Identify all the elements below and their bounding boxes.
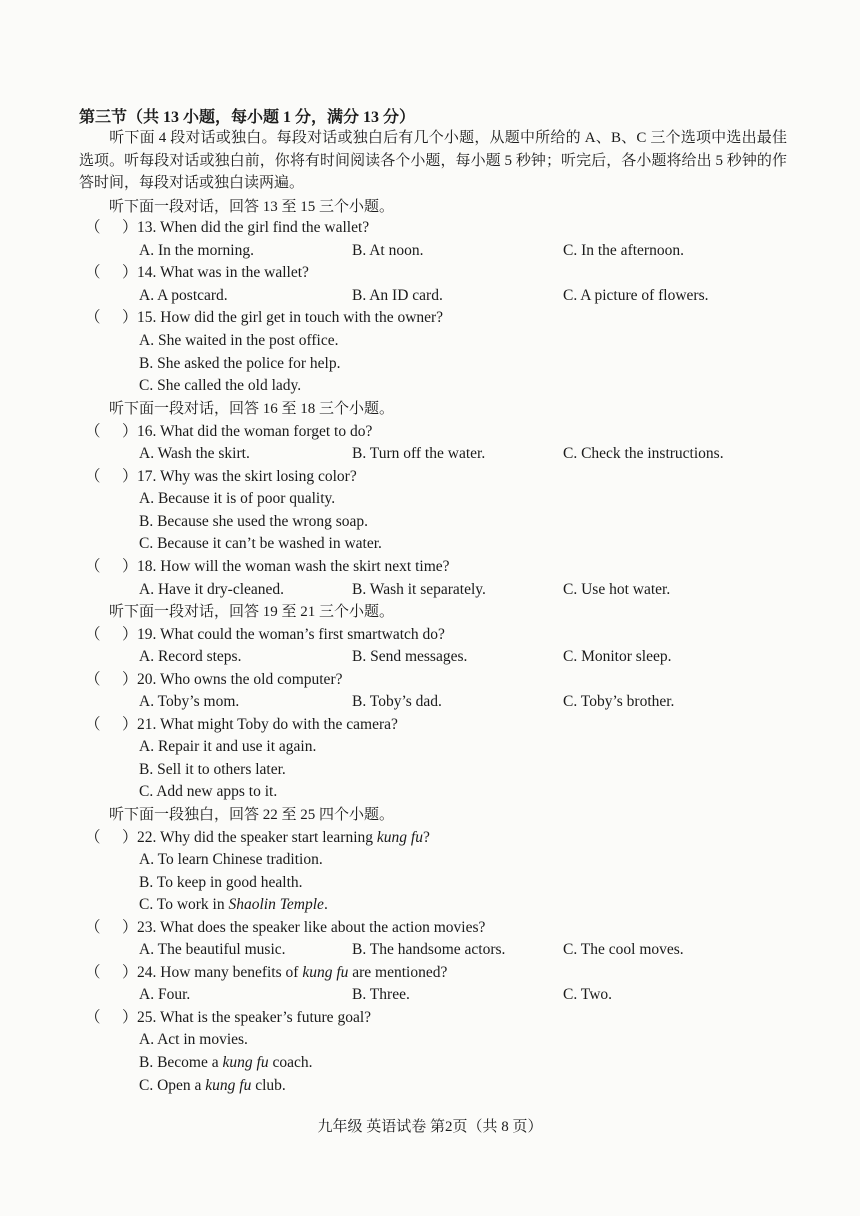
section-instructions	[79, 127, 787, 195]
options-17-c	[0, 533, 860, 555]
question-21	[0, 714, 860, 736]
answer-blank-open: （	[85, 829, 101, 846]
prompt-1	[0, 196, 860, 218]
option-c: C. The cool moves.	[563, 941, 684, 958]
answer-blank-open: （	[85, 468, 101, 485]
question-23	[0, 917, 860, 939]
option-a: A. Four.	[139, 986, 191, 1003]
question-17	[0, 466, 860, 488]
option-a: A. A postcard.	[139, 287, 228, 304]
answer-blank-close: ）	[122, 919, 138, 936]
question-text: 14. What was in the wallet?	[137, 264, 309, 281]
options-23	[0, 939, 860, 961]
answer-blank-close: ）	[122, 1009, 138, 1026]
option-b: B. She asked the police for help.	[139, 355, 341, 372]
option-a: A. Record steps.	[139, 648, 242, 665]
option-c: C. A picture of flowers.	[563, 287, 709, 304]
option-a: A. In the morning.	[139, 242, 254, 259]
answer-blank-close: ）	[122, 423, 138, 440]
options-17-b	[0, 511, 860, 533]
question-text: 13. When did the girl find the wallet?	[137, 219, 370, 236]
option-c: C. Because it can’t be washed in water.	[139, 535, 382, 552]
option-text-part: C. To work in	[139, 896, 229, 913]
option-b: B. Sell it to others later.	[139, 761, 286, 778]
option-b: B. Three.	[352, 986, 410, 1003]
answer-blank-open: （	[85, 716, 101, 733]
question-text	[137, 962, 447, 984]
option-text-part: B. Become a	[139, 1054, 223, 1071]
question-text: 18. How will the woman wash the skirt next time?	[137, 558, 450, 575]
option-c: C. Toby’s brother.	[563, 693, 675, 710]
answer-blank-open: （	[85, 919, 101, 936]
option-text-part: C. Open a	[139, 1077, 206, 1094]
option-a: A. The beautiful music.	[139, 941, 286, 958]
answer-blank-close: ）	[122, 264, 138, 281]
question-22	[0, 827, 860, 849]
answer-blank-open: （	[85, 626, 101, 643]
answer-blank-close: ）	[122, 671, 138, 688]
page-footer: 九年级 英语试卷 第2页（共 8 页）	[317, 1119, 543, 1135]
option-b: B. Send messages.	[352, 648, 468, 665]
answer-blank-open: （	[85, 1009, 101, 1026]
question-20	[0, 669, 860, 691]
options-22-c	[0, 894, 860, 916]
question-14	[0, 262, 860, 284]
option-text-italic: Shaolin Temple	[228, 896, 324, 913]
option-a: A. To learn Chinese tradition.	[139, 851, 323, 868]
option-b: B. Wash it separately.	[352, 581, 486, 598]
prompt-text: 听下面一段独白，回答 22 至 25 四个小题。	[109, 807, 395, 823]
options-22-a	[0, 849, 860, 871]
question-text-part: 22. Why did the speaker start learning	[137, 829, 377, 846]
option-b: B. Toby’s dad.	[352, 693, 442, 710]
option-c: C. She called the old lady.	[139, 377, 302, 394]
option-text-italic: kung fu	[205, 1077, 252, 1094]
option-b	[139, 1052, 312, 1074]
option-c: C. Check the instructions.	[563, 445, 724, 462]
question-18	[0, 556, 860, 578]
options-13	[0, 240, 860, 262]
answer-blank-close: ）	[122, 468, 138, 485]
option-text-italic: kung fu	[222, 1054, 269, 1071]
prompt-3	[0, 601, 860, 623]
answer-blank-open: （	[85, 671, 101, 688]
answer-blank-open: （	[85, 309, 101, 326]
options-22-b	[0, 872, 860, 894]
options-21-a	[0, 736, 860, 758]
prompt-4	[0, 804, 860, 826]
question-19	[0, 624, 860, 646]
option-c: C. Add new apps to it.	[139, 783, 278, 800]
option-b: B. At noon.	[352, 242, 424, 259]
question-text-part: are mentioned?	[348, 964, 448, 981]
options-19	[0, 646, 860, 668]
question-16	[0, 421, 860, 443]
option-a: A. Repair it and use it again.	[139, 738, 317, 755]
option-b: B. Turn off the water.	[352, 445, 486, 462]
prompt-2	[0, 398, 860, 420]
question-25	[0, 1007, 860, 1029]
answer-blank-close: ）	[122, 219, 138, 236]
options-21-c	[0, 781, 860, 803]
option-a: A. Toby’s mom.	[139, 693, 240, 710]
answer-blank-close: ）	[122, 829, 138, 846]
question-text: 21. What might Toby do with the camera?	[137, 716, 398, 733]
prompt-text: 听下面一段对话，回答 19 至 21 三个小题。	[109, 604, 395, 620]
answer-blank-close: ）	[122, 309, 138, 326]
question-13	[0, 217, 860, 239]
section-title: 第三节（共 13 小题，每小题 1 分，满分 13 分）	[79, 109, 416, 126]
answer-blank-close: ）	[122, 964, 138, 981]
question-24	[0, 962, 860, 984]
option-a: A. She waited in the post office.	[139, 332, 339, 349]
options-24	[0, 984, 860, 1006]
answer-blank-close: ）	[122, 716, 138, 733]
options-15-a	[0, 330, 860, 352]
option-c: C. In the afternoon.	[563, 242, 684, 259]
question-15	[0, 307, 860, 329]
question-text-part: ?	[422, 829, 430, 846]
option-c: C. Use hot water.	[563, 581, 671, 598]
answer-blank-close: ）	[122, 558, 138, 575]
options-15-b	[0, 353, 860, 375]
question-text: 16. What did the woman forget to do?	[137, 423, 373, 440]
question-text	[137, 827, 430, 849]
question-text: 17. Why was the skirt losing color?	[137, 468, 357, 485]
option-b: B. To keep in good health.	[139, 874, 303, 891]
options-18	[0, 579, 860, 601]
options-15-c	[0, 375, 860, 397]
options-16	[0, 443, 860, 465]
options-25-c	[0, 1075, 860, 1097]
options-17-a	[0, 488, 860, 510]
option-b: B. The handsome actors.	[352, 941, 506, 958]
option-c: C. Monitor sleep.	[563, 648, 672, 665]
question-text: 15. How did the girl get in touch with the owner?	[137, 309, 444, 326]
question-text: 25. What is the speaker’s future goal?	[137, 1009, 372, 1026]
option-a: A. Act in movies.	[139, 1031, 248, 1048]
question-text: 20. Who owns the old computer?	[137, 671, 343, 688]
question-text-italic: kung fu	[302, 964, 349, 981]
option-text-part: club.	[251, 1077, 286, 1094]
answer-blank-open: （	[85, 264, 101, 281]
answer-blank-open: （	[85, 219, 101, 236]
option-c: C. Two.	[563, 986, 613, 1003]
answer-blank-open: （	[85, 964, 101, 981]
option-b: B. Because she used the wrong soap.	[139, 513, 369, 530]
options-21-b	[0, 759, 860, 781]
question-text-part: 24. How many benefits of	[137, 964, 303, 981]
options-25-b	[0, 1052, 860, 1074]
answer-blank-close: ）	[122, 626, 138, 643]
option-a: A. Have it dry-cleaned.	[139, 581, 285, 598]
option-c	[139, 1075, 286, 1097]
question-text: 23. What does the speaker like about the action movies?	[137, 919, 486, 936]
answer-blank-open: （	[85, 558, 101, 575]
options-20	[0, 691, 860, 713]
option-text-part: .	[323, 896, 328, 913]
option-a: A. Wash the skirt.	[139, 445, 250, 462]
instructions-text: 听下面 4 段对话或独白。每段对话或独白后有几个小题，从题中所给的 A、B、C 三个选项中选出最佳选项。听每段对话或独白前，你将有时间阅读各个小题，每小题 5 秒钟；听完后，各小题将给出 5 秒钟的作答时间，每段对话或独白读两遍。	[79, 130, 787, 191]
question-text: 19. What could the woman’s first smartwatch do?	[137, 626, 445, 643]
option-c	[139, 894, 328, 916]
options-25-a	[0, 1029, 860, 1051]
question-text-italic: kung fu	[376, 829, 423, 846]
options-14	[0, 285, 860, 307]
option-b: B. An ID card.	[352, 287, 443, 304]
answer-blank-open: （	[85, 423, 101, 440]
option-a: A. Because it is of poor quality.	[139, 490, 336, 507]
prompt-text: 听下面一段对话，回答 13 至 15 三个小题。	[109, 199, 395, 215]
prompt-text: 听下面一段对话，回答 16 至 18 三个小题。	[109, 401, 395, 417]
option-text-part: coach.	[268, 1054, 313, 1071]
